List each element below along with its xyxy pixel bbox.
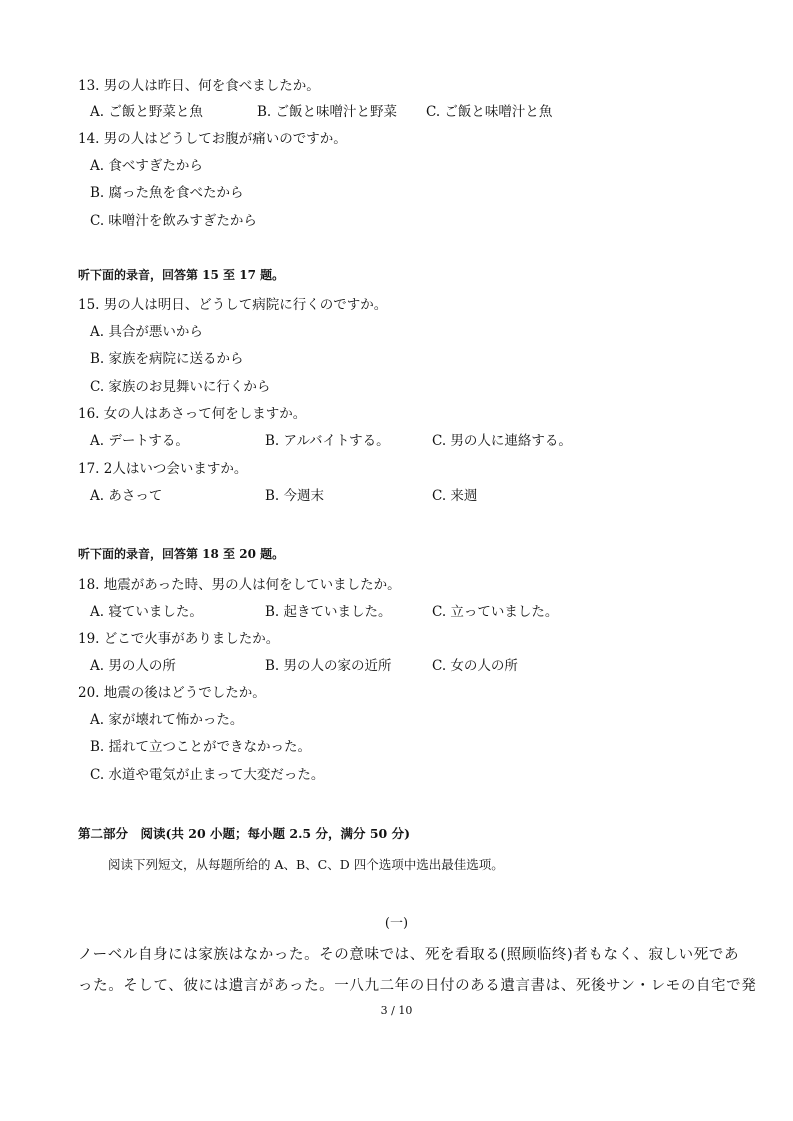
q14-option-a: A. 食べすぎたから (90, 158, 203, 174)
passage-line-2: った。そして、彼には遺言があった。一八九二年の日付のある遺言書は、死後サン・レモの自宅で発 (78, 978, 757, 994)
q19-option-a: A. 男の人の所 (90, 658, 176, 674)
q20-option-a: A. 家が壊れて怖かった。 (90, 712, 244, 728)
q13-option-b: B. ご飯と味噌汁と野菜 (257, 104, 398, 120)
q17-option-c: C. 来週 (432, 488, 478, 504)
q13-option-a: A. ご飯と野菜と魚 (90, 104, 203, 120)
q17-option-a: A. あさって (90, 488, 163, 504)
q18-option-b: B. 起きていました。 (265, 604, 392, 620)
q16-option-c: C. 男の人に連絡する。 (432, 433, 572, 449)
q13-option-c: C. ご飯と味噌汁と魚 (426, 104, 553, 120)
question-15: 15. 男の人は明日、どうして病院に行くのですか。 (78, 297, 388, 313)
q20-option-c: C. 水道や電気が止まって大変だった。 (90, 767, 325, 783)
question-20: 20. 地震の後はどうでしたか。 (78, 685, 266, 701)
q15-option-b: B. 家族を病院に送るから (90, 351, 244, 367)
q18-option-a: A. 寝ていました。 (90, 604, 203, 620)
q15-option-c: C. 家族のお見舞いに行くから (90, 379, 271, 395)
q14-option-b: B. 腐った魚を食べたから (90, 185, 244, 201)
question-16: 16. 女の人はあさって何をしますか。 (78, 406, 307, 422)
instruction-15-17: 听下面的录音，回答第 15 至 17 题。 (78, 268, 285, 282)
question-19: 19. どこで火事がありましたか。 (78, 631, 280, 647)
q18-option-c: C. 立っていました。 (432, 604, 559, 620)
q17-option-b: B. 今週末 (265, 488, 325, 504)
q15-option-a: A. 具合が悪いから (90, 324, 203, 340)
q20-option-b: B. 揺れて立つことができなかった。 (90, 739, 312, 755)
q16-option-b: B. アルバイトする。 (265, 433, 390, 449)
passage-line-1: ノーベル自身には家族はなかった。その意味では、死を看取る(照顾临终)者もなく、寂しい死であ (78, 947, 740, 963)
q14-option-c: C. 味噌汁を飲みすぎたから (90, 213, 257, 229)
question-17: 17. 2人はいつ会いますか。 (78, 461, 248, 477)
question-14: 14. 男の人はどうしてお腹が痛いのですか。 (78, 131, 347, 147)
q19-option-b: B. 男の人の家の近所 (265, 658, 392, 674)
question-18: 18. 地震があった時、男の人は何をしていましたか。 (78, 577, 401, 593)
question-13: 13. 男の人は昨日、何を食べましたか。 (78, 78, 320, 94)
page-number: 3 / 10 (380, 1004, 413, 1017)
part-two-intro: 阅读下列短文，从每题所给的 A、B、C、D 四个选项中选出最佳选项。 (108, 857, 504, 872)
q19-option-c: C. 女の人の所 (432, 658, 518, 674)
instruction-18-20: 听下面的录音，回答第 18 至 20 题。 (78, 547, 285, 561)
part-two-heading: 第二部分 阅读(共 20 小题；每小题 2.5 分，满分 50 分) (78, 826, 410, 841)
passage-number: (一) (384, 916, 409, 931)
q16-option-a: A. デートする。 (90, 433, 189, 449)
